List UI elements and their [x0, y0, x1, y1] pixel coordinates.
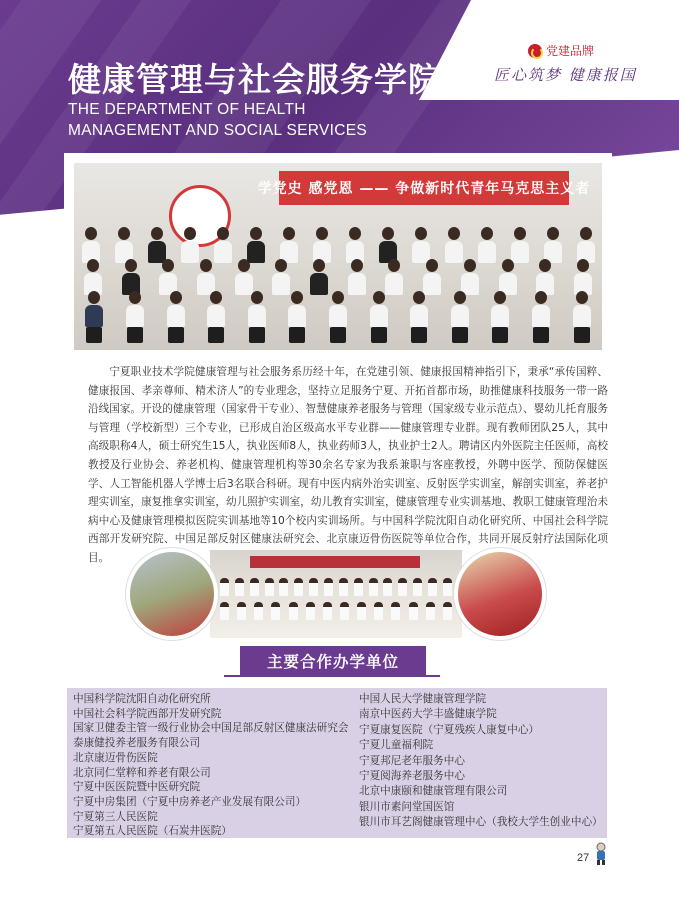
collage-banner — [250, 556, 420, 568]
crowd-row-middle — [74, 259, 602, 295]
list-item: 南京中医药大学丰盛健康学院 — [359, 708, 497, 721]
list-item: 中国人民大学健康管理学院 — [359, 693, 487, 705]
list-item: 中国社会科学院西部开发研究院 — [73, 707, 222, 720]
list-item: 银川市耳艺阁健康管理中心（我校大学生创业中心） — [359, 816, 603, 829]
collage-people-row — [220, 602, 452, 620]
list-item: 北京同仁堂粹和养老有限公司 — [73, 766, 211, 779]
list-item: 宁夏第五人民医院（石炭井医院） — [73, 825, 232, 838]
page-number: 27 — [577, 852, 590, 864]
crowd-row-back — [74, 227, 602, 263]
partners-heading: 主要合作办学单位 — [240, 646, 426, 676]
party-emblem-icon — [528, 44, 542, 58]
list-item: 中国科学院沈阳自动化研究所 — [73, 693, 211, 705]
photo-banner: 学党史 感党恩 —— 争做新时代青年马克思主义者 — [279, 171, 569, 205]
intro-paragraph: 宁夏职业技术学院健康管理与社会服务系历经十年，在党建引领、健康报国精神指引下，秉承“承传国粹、健康报国、孝亲尊师、精术济人”的专业理念，坚持立足服务宁夏、开拓首都市场，助推健康科技服务一带一路沿线国家。开设的健康管理（国家骨干专业）、智慧健康养老服务与管理（国家级专业示范点）、婴幼儿托育服务与管理（学校新型）三个专业，已形成自治区级高水平专业群——健康管理专业群。现有教师团队25人，其中高级职称4人，硕士研究生15人，执业医师8人，执业药师3人，执业护士2人。聘请区内外医院主任医师，高校教授及行业协会、养老机构、健康管理机构等30余名专家为我系兼职与客座教授，外聘中医学、预防保健医学、人工智能机器人学博士后3名联合科研。现有中医内病外治实训室、反射医学实训室，解剖实训室，养老护理实训室，康复推拿实训室，幼儿照护实训室，幼儿教育实训室，健康管理专业实训基地、教职工健康管理治未病中心及健康管理模拟医院实训基地等10个校内实训场所。与中国科学院沈阳自动化研究所、中国社会科学院西部开发研究院、中国足部反射区健康法研究会、北京康迈骨伤医院等单位合作，共同开展反射疗法国际化项目。 — [88, 366, 608, 564]
photo-collage — [126, 548, 546, 644]
subtitle-line-1: THE DEPARTMENT OF HEALTH — [68, 101, 306, 118]
party-brand-badge — [528, 42, 594, 59]
badge-label: 党建品牌 — [546, 44, 595, 58]
list-item: 宁夏邦尼老年服务中心 — [359, 754, 465, 767]
slogan: 匠心筑梦 健康报国 — [494, 66, 637, 84]
list-item: 北京康迈骨伤医院 — [73, 751, 158, 764]
page-title: 健康管理与社会服务学院 — [68, 60, 442, 99]
partners-box — [67, 688, 607, 838]
list-item: 宁夏儿童福利院 — [359, 739, 434, 752]
list-item: 银川市素问堂国医馆 — [359, 800, 455, 813]
list-item: 北京中康颐和健康管理有限公司 — [359, 785, 508, 798]
list-item: 宁夏第三人民医院 — [73, 810, 158, 823]
mascot-icon — [593, 842, 609, 866]
page-subtitle-en — [68, 99, 367, 141]
list-item: 宁夏阅海养老服务中心 — [359, 770, 465, 783]
collage-photo-left — [126, 548, 218, 640]
list-item: 宁夏中房集团（宁夏中房养老产业发展有限公司） — [73, 795, 307, 808]
collage-photo-right — [454, 548, 546, 640]
collage-photo-middle — [210, 550, 462, 638]
subtitle-line-2: MANAGEMENT AND SOCIAL SERVICES — [68, 122, 367, 139]
list-item: 宁夏康复医院（宁夏残疾人康复中心） — [359, 723, 540, 736]
list-item: 泰康健投养老服务有限公司 — [73, 737, 201, 750]
partners-list-right — [359, 692, 607, 831]
collage-people-row — [220, 578, 452, 596]
partners-list-left — [73, 692, 359, 839]
crowd-row-front — [74, 291, 602, 343]
group-photo — [74, 163, 602, 350]
main-photo-frame — [64, 153, 612, 360]
list-item: 国家卫健委主管一级行业协会中国足部反射区健康法研究会 — [73, 722, 349, 735]
list-item: 宁夏中医医院暨中医研究院 — [73, 781, 201, 794]
